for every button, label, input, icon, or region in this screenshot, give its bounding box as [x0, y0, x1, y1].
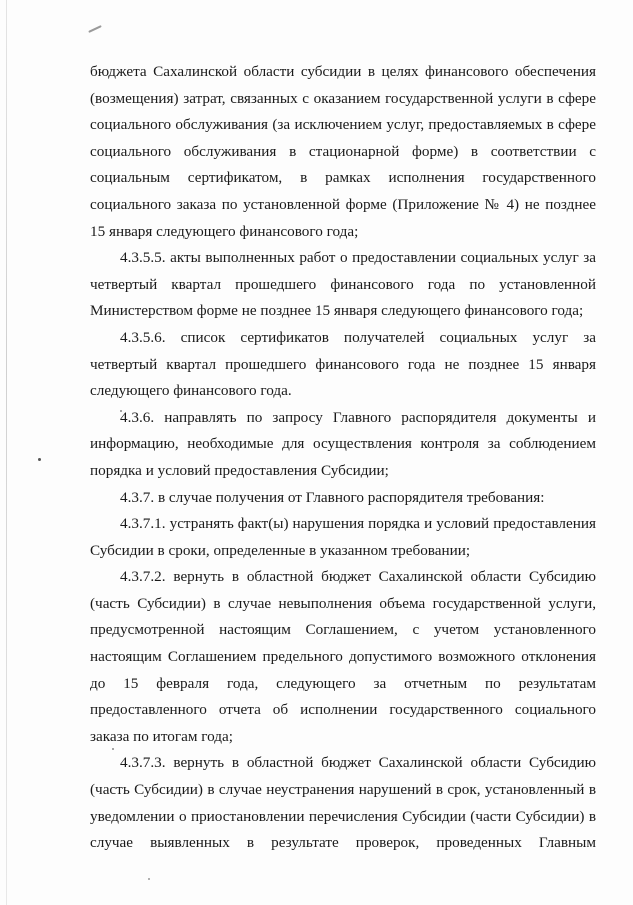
- paragraph-4-3-7-3: 4.3.7.3. вернуть в областной бюджет Сахалинской области Субсидию (часть Субсидии) в случае неустранения нарушений в срок, установленный в уведомлении о приостановлении перечисления Субсидии (части Субсидии) в случае выявленных в результате проверок, проведенных Главным: [90, 754, 596, 852]
- scan-speck: [148, 878, 150, 880]
- paragraph-continuation: бюджета Сахалинской области субсидии в целях финансового обеспечения (возмещения) затрат, связанных с оказанием государственной услуги в сфере социального обслуживания (за исключением услуг, предоставляемых в сфере социального обслуживания в стационарной форме) в соответствии с социальным сертификатом, в рамках исполнения государственного социального заказа по установленной форме (Приложение № 4) не позднее 15 января следующего финансового года;: [90, 63, 596, 240]
- paragraph-4-3-5-6: 4.3.5.6. список сертификатов получателей социальных услуг за четвертый квартал прошедшего финансового года не позднее 15 января следующего финансового года.: [90, 328, 596, 400]
- scan-mark: [88, 25, 102, 33]
- scan-speck: [38, 458, 41, 461]
- paragraph-4-3-6: 4.3.6. направлять по запросу Главного распорядителя документы и информацию, необходимые для осуществления контроля за соблюдением порядка и условий предоставления Субсидии;: [90, 408, 596, 479]
- paragraph-4-3-7: 4.3.7. в случае получения от Главного распорядителя требования:: [120, 488, 545, 506]
- paragraph-4-3-7-2: 4.3.7.2. вернуть в областной бюджет Сахалинской области Субсидию (часть Субсидии) в случае невыполнения объема государственной услуги, предусмотренной настоящим Соглашением, с учетом установленного настоящим Соглашением предельного допустимого возможного отклонения до 15 февраля года, следующего за отчетным по результатам предоставленного отчета об исполнении государственного социального заказа по итогам года;: [90, 568, 596, 745]
- document-body: [90, 59, 596, 857]
- paragraph-4-3-7-1: 4.3.7.1. устранять факт(ы) нарушения порядка и условий предоставления Субсидии в сроки, определенные в указанном требовании;: [90, 515, 596, 559]
- scan-edge-line: [6, 0, 7, 905]
- paragraph-4-3-5-5: 4.3.5.5. акты выполненных работ о предоставлении социальных услуг за четвертый квартал прошедшего финансового года по установленной Министерством форме не позднее 15 января следующего финансового года;: [90, 249, 596, 320]
